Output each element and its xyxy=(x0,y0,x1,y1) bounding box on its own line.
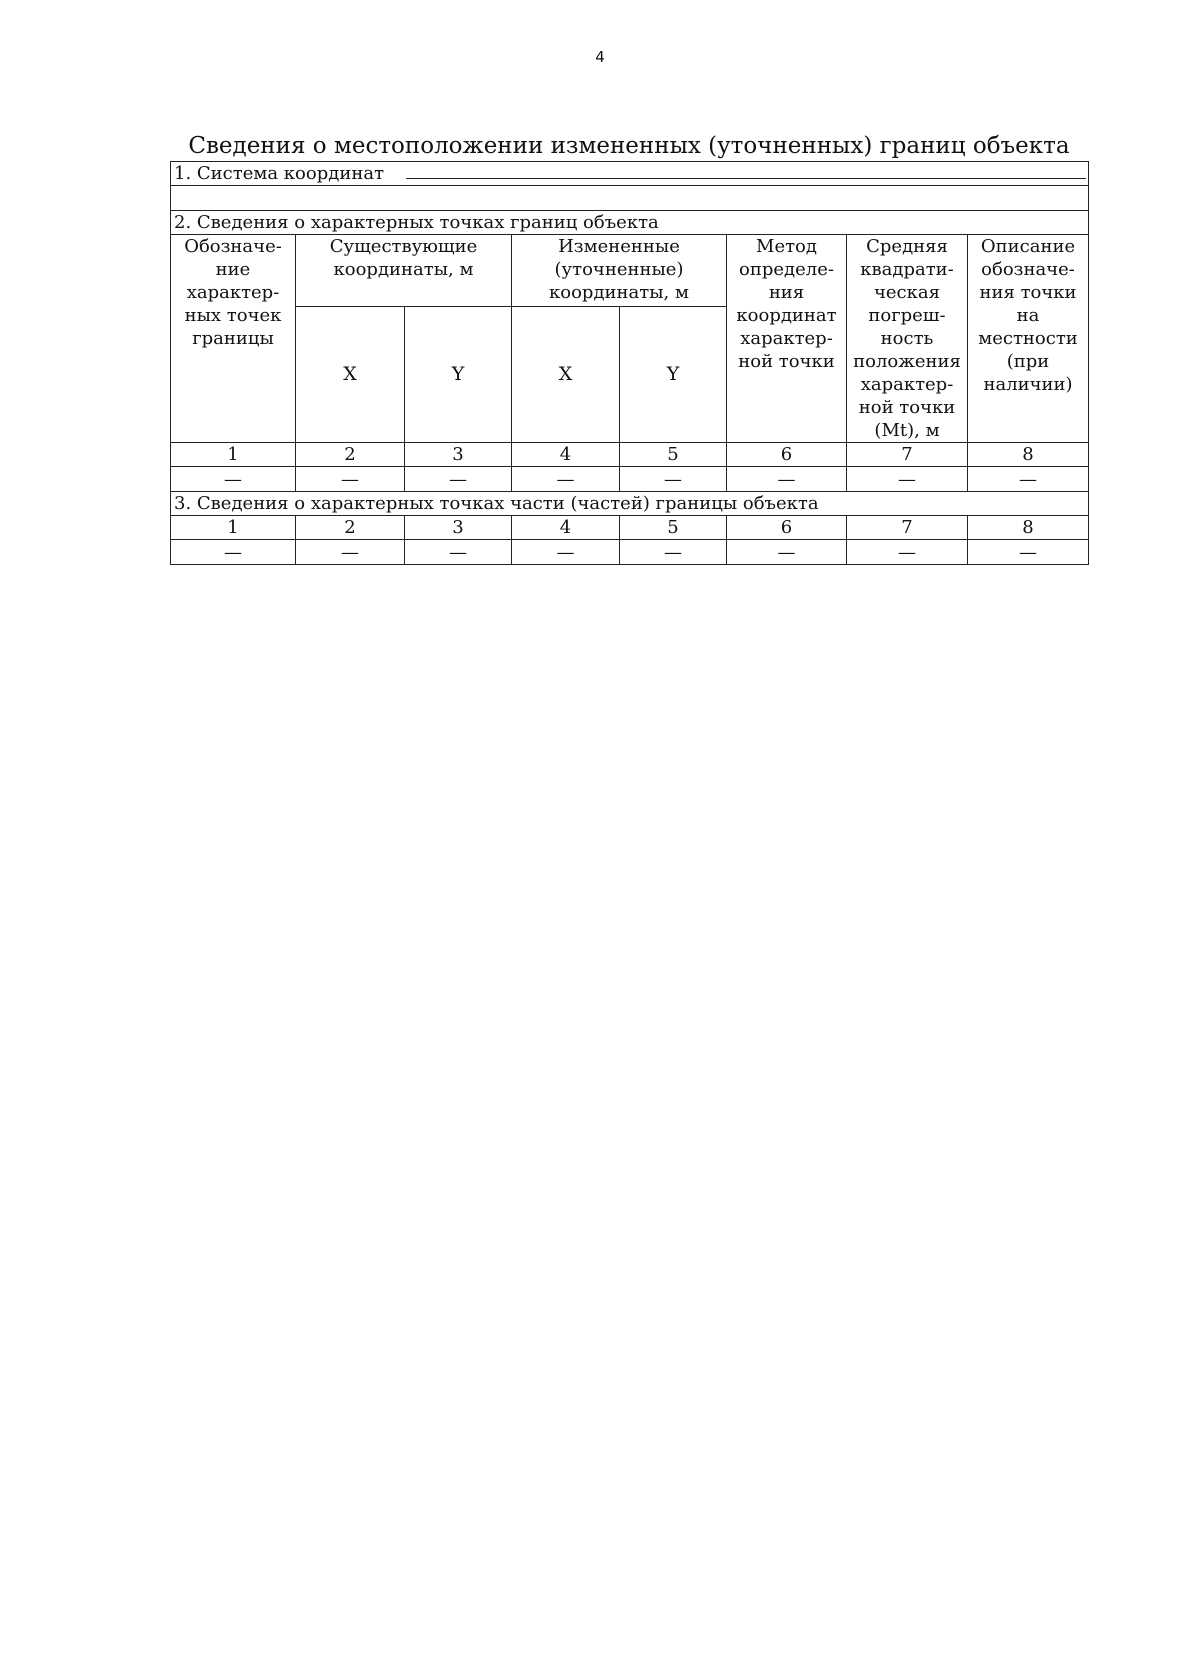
table-cell: — xyxy=(171,467,296,492)
coordinate-system-field[interactable] xyxy=(406,162,1086,179)
section2-label: 2. Сведения о характерных точках границ объекта xyxy=(171,211,1089,235)
column-number: 5 xyxy=(620,516,727,540)
header-changed-x: X xyxy=(512,307,620,443)
table-cell: — xyxy=(620,467,727,492)
table-cell: — xyxy=(171,540,296,565)
coordinate-system-label: 1. Система координат xyxy=(174,163,385,184)
section3-data-row xyxy=(171,540,1089,565)
header-row-1 xyxy=(171,235,1089,307)
header-mean-square-error: Средняя квадрати- ческая погреш- ность положения характер- ной точки (Mt), м xyxy=(847,235,968,443)
table-cell: — xyxy=(296,540,405,565)
section3-label: 3. Сведения о характерных точках части (частей) границы объекта xyxy=(171,492,1089,516)
column-number: 4 xyxy=(512,443,620,467)
column-number: 6 xyxy=(727,516,847,540)
blank-row xyxy=(171,186,1089,211)
column-number: 6 xyxy=(727,443,847,467)
table-cell: — xyxy=(727,467,847,492)
header-existing-y: Y xyxy=(405,307,512,443)
header-method: Метод определе- ния координат характер- ной точки xyxy=(727,235,847,443)
table-cell: — xyxy=(405,540,512,565)
column-number: 3 xyxy=(405,516,512,540)
column-number: 2 xyxy=(296,443,405,467)
page-number: 4 xyxy=(595,48,605,66)
section3-row xyxy=(171,492,1089,516)
document-title: Сведения о местоположении измененных (уточненных) границ объекта xyxy=(188,133,1070,159)
section2-column-numbers xyxy=(171,443,1089,467)
table-cell: — xyxy=(512,467,620,492)
header-existing-coordinates: Существующие координаты, м xyxy=(296,235,512,307)
column-number: 2 xyxy=(296,516,405,540)
section3-column-numbers xyxy=(171,516,1089,540)
header-point-description: Описание обозначе- ния точки на местности (при наличии) xyxy=(968,235,1089,443)
column-number: 8 xyxy=(968,516,1089,540)
header-designation: Обозначе- ние характер- ных точек границы xyxy=(171,235,296,443)
section2-row xyxy=(171,211,1089,235)
column-number: 7 xyxy=(847,516,968,540)
table-cell: — xyxy=(968,540,1089,565)
coordinate-system-cell xyxy=(171,162,1089,186)
column-number: 4 xyxy=(512,516,620,540)
table-cell: — xyxy=(296,467,405,492)
column-number: 1 xyxy=(171,516,296,540)
table-cell: — xyxy=(968,467,1089,492)
section1-row xyxy=(171,162,1089,186)
header-changed-coordinates: Измененные (уточненные) координаты, м xyxy=(512,235,727,307)
table-cell: — xyxy=(620,540,727,565)
table-cell: — xyxy=(512,540,620,565)
table-cell: — xyxy=(847,540,968,565)
table-cell: — xyxy=(727,540,847,565)
header-existing-x: X xyxy=(296,307,405,443)
table-cell: — xyxy=(405,467,512,492)
column-number: 3 xyxy=(405,443,512,467)
boundary-info-table xyxy=(170,161,1089,565)
header-changed-y: Y xyxy=(620,307,727,443)
column-number: 7 xyxy=(847,443,968,467)
table-cell: — xyxy=(847,467,968,492)
column-number: 8 xyxy=(968,443,1089,467)
section2-data-row xyxy=(171,467,1089,492)
column-number: 1 xyxy=(171,443,296,467)
column-number: 5 xyxy=(620,443,727,467)
blank-cell xyxy=(171,186,1089,211)
